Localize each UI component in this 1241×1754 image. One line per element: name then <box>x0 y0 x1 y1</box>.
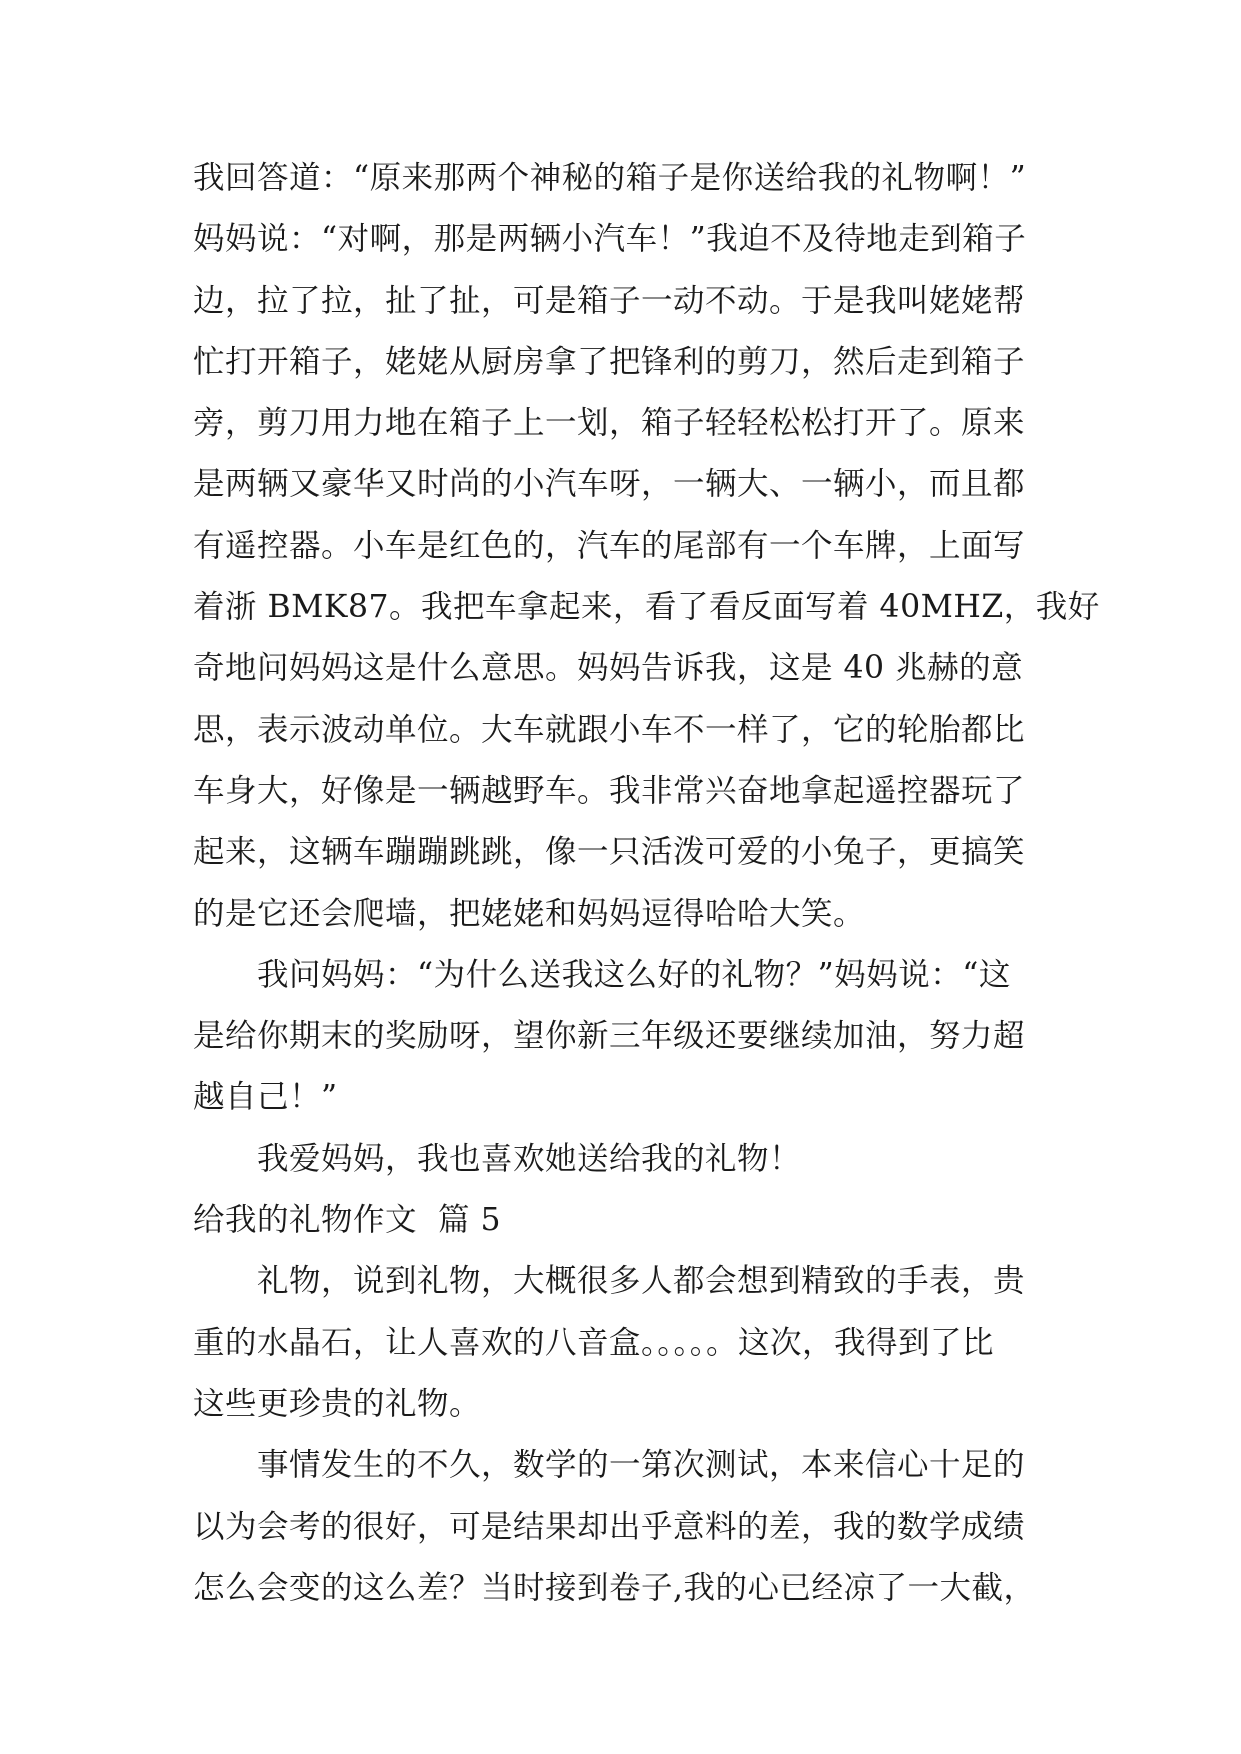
text-line: 边，拉了拉，扯了扯，可是箱子一动不动。于是我叫姥姥帮 <box>193 282 1026 319</box>
text-line: 礼物，说到礼物，大概很多人都会想到精致的手表，贵 <box>257 1263 1026 1300</box>
text-line: 怎么会变的这么差？当时接到卷子,我的心已经凉了一大截， <box>193 1569 1036 1606</box>
text-line: 起来，这辆车蹦蹦跳跳，像一只活泼可爱的小兔子，更搞笑 <box>193 834 1026 871</box>
text-line: 越自己！” <box>193 1079 338 1116</box>
text-line: 事情发生的不久，数学的一第次测试，本来信心十足的 <box>257 1447 1026 1484</box>
text-line: 这些更珍贵的礼物。 <box>193 1385 482 1422</box>
text-line: 我回答道：“原来那两个神秘的箱子是你送给我的礼物啊！” <box>193 160 1027 196</box>
text-line: 以为会考的很好，可是结果却出乎意料的差，我的数学成绩 <box>193 1508 1026 1545</box>
text-line: 妈妈说：“对啊，那是两辆小汽车！”我迫不及待地走到箱子 <box>193 221 1027 258</box>
text-line: 车身大，好像是一辆越野车。我非常兴奋地拿起遥控器玩了 <box>193 772 1026 809</box>
text-line: 是给你期末的奖励呀，望你新三年级还要继续加油，努力超 <box>193 1018 1026 1055</box>
paragraph <box>193 945 1049 1129</box>
section-title: 给我的礼物作文 篇 5 <box>193 1202 502 1239</box>
document-body <box>193 148 1100 1619</box>
text-line: 奇地问妈妈这是什么意思。妈妈告诉我，这是 40 兆赫的意 <box>193 650 1024 687</box>
text-line: 思，表示波动单位。大车就跟小车不一样了，它的轮胎都比 <box>193 711 1026 748</box>
text-line: 忙打开箱子，姥姥从厨房拿了把锋利的剪刀，然后走到箱子 <box>193 343 1026 380</box>
paragraph <box>193 1251 1049 1435</box>
text-line: 旁，剪刀用力地在箱子上一划，箱子轻轻松松打开了。原来 <box>193 405 1026 442</box>
text-line: 有遥控器。小车是红色的，汽车的尾部有一个车牌，上面写 <box>193 527 1026 564</box>
text-line: 是两辆又豪华又时尚的小汽车呀，一辆大、一辆小，而且都 <box>193 466 1026 503</box>
text-line: 重的水晶石，让人喜欢的八音盒。。。。。这次，我得到了比 <box>193 1324 995 1361</box>
paragraph <box>193 148 1100 945</box>
text-line: 我爱妈妈，我也喜欢她送给我的礼物！ <box>257 1140 802 1177</box>
text-line: 的是它还会爬墙，把姥姥和妈妈逗得哈哈大笑。 <box>193 895 866 932</box>
text-line: 我问妈妈：“为什么送我这么好的礼物？”妈妈说：“这 <box>257 956 1011 993</box>
paragraph <box>193 1129 1049 1190</box>
paragraph <box>193 1435 1049 1619</box>
text-line: 着浙 BMK87。我把车拿起来，看了看反面写着 40MHZ，我好 <box>193 589 1100 626</box>
